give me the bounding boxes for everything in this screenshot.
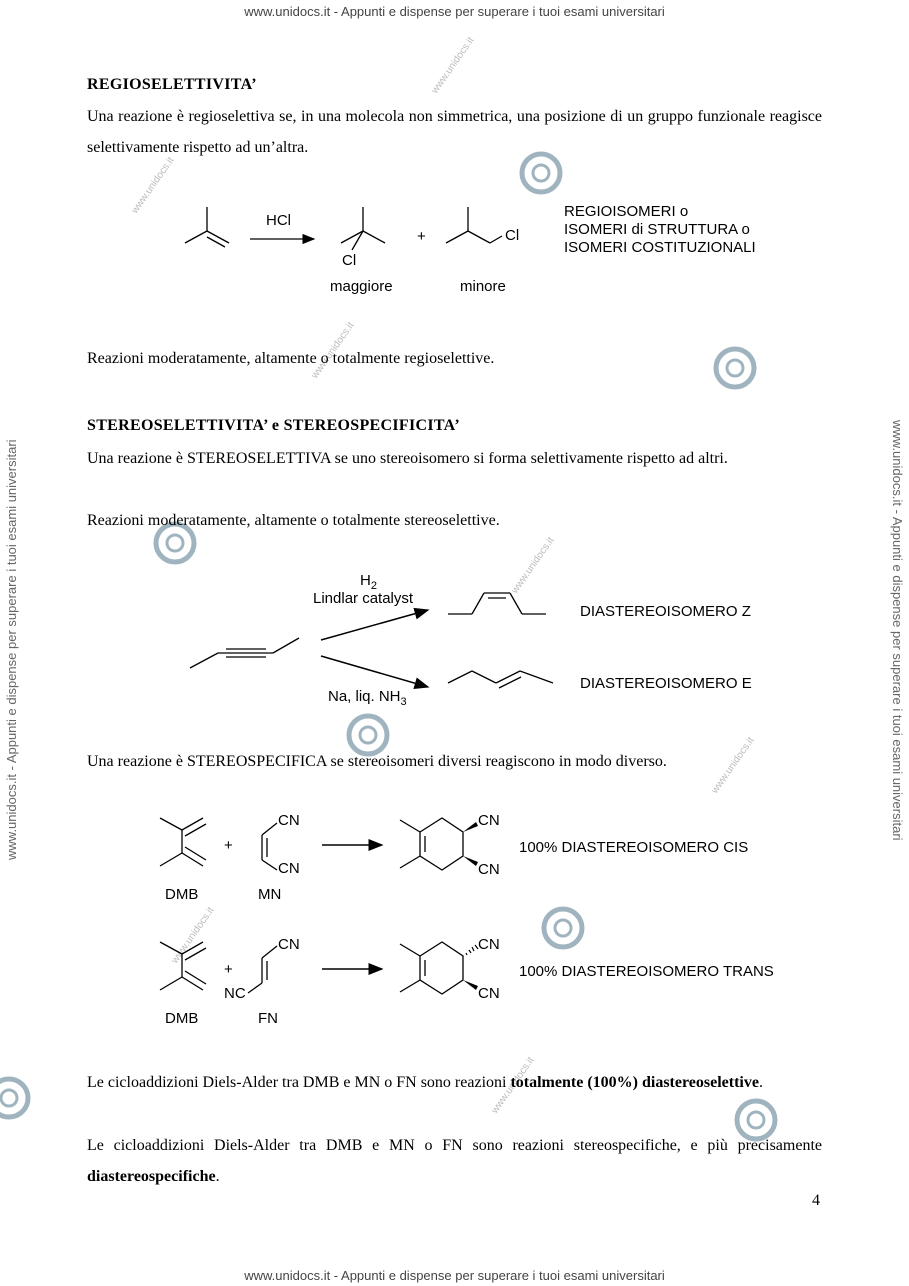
paragraph-regioselettivita: Una reazione è regioselettiva se, in una molecola non simmetrica, una posizione di un gruppo funzionale reagisce selettivamente rispetto ad un’altra. bbox=[87, 108, 822, 156]
conclusion-1-end: . bbox=[758, 1074, 763, 1091]
cn-label: CN bbox=[478, 861, 500, 878]
label-fn: FN bbox=[258, 1010, 278, 1027]
reagent-hcl: HCl bbox=[266, 212, 291, 229]
paragraph-stereoselettiva: Una reazione è STEREOSELETTIVA se uno stereoisomero si forma selettivamente rispetto ad altri. bbox=[87, 450, 728, 467]
cn-label: CN bbox=[478, 812, 500, 829]
label-mn: MN bbox=[258, 886, 282, 903]
cl-label-major: Cl bbox=[342, 252, 357, 269]
label-minore: minore bbox=[460, 278, 506, 295]
cn-label: CN bbox=[478, 936, 500, 953]
page-number: 4 bbox=[812, 1192, 820, 1209]
wedge-bond bbox=[463, 822, 478, 832]
cn-label: CN bbox=[278, 936, 300, 953]
cis-product-structure bbox=[400, 818, 463, 870]
watermark-side-right: www.unidocs.it - Appunti e dispense per superare i tuoi esami universitari bbox=[890, 420, 905, 841]
trans-product-structure bbox=[400, 942, 463, 994]
reagent-lindlar: Lindlar catalyst bbox=[313, 590, 414, 607]
label-dmb: DMB bbox=[165, 886, 199, 903]
plus-sign: + bbox=[417, 228, 426, 245]
watermark-side-left: www.unidocs.it - Appunti e dispense per superare i tuoi esami universitari bbox=[4, 439, 19, 860]
watermark-diagonal: www.unidocs.it bbox=[509, 535, 557, 596]
watermark-diagonal: www.unidocs.it bbox=[429, 35, 477, 96]
watermark-diagonal: www.unidocs.it bbox=[309, 320, 357, 381]
regioisomer-note-line3: ISOMERI COSTITUZIONALI bbox=[564, 239, 756, 256]
wedge-bond bbox=[463, 980, 478, 990]
paragraph-regio-closing: Reazioni moderatamente, altamente o totalmente regioselettive. bbox=[87, 350, 495, 367]
section-heading-regioselettivita: REGIOSELETTIVITA’ bbox=[87, 76, 257, 93]
hashed-bond bbox=[466, 945, 478, 955]
label-maggiore: maggiore bbox=[330, 278, 393, 295]
cn-label: CN bbox=[478, 985, 500, 1002]
paragraph-conclusion-2 bbox=[87, 1130, 822, 1192]
watermark-diagonal: www.unidocs.it bbox=[709, 735, 757, 796]
watermark-top: www.unidocs.it - Appunti e dispense per superare i tuoi esami universitari bbox=[244, 4, 665, 19]
paragraph-stereospecifica: Una reazione è STEREOSPECIFICA se stereoisomeri diversi reagiscono in modo diverso. bbox=[87, 753, 667, 770]
conclusion-2-end: . bbox=[215, 1168, 220, 1185]
watermark-diagonal: www.unidocs.it bbox=[129, 155, 177, 216]
watermark-bottom: www.unidocs.it - Appunti e dispense per superare i tuoi esami universitari bbox=[244, 1268, 665, 1283]
plus-sign-row1: + bbox=[224, 837, 233, 854]
conclusion-2-text: Le cicloaddizioni Diels-Alder tra DMB e MN o FN sono reazioni stereospecifiche, e più precisamente bbox=[87, 1137, 822, 1154]
cn-label: CN bbox=[278, 860, 300, 877]
conclusion-1-text: Le cicloaddizioni Diels-Alder tra DMB e MN o FN sono reazioni bbox=[87, 1074, 511, 1091]
watermark-diagonal: www.unidocs.it bbox=[489, 1055, 537, 1116]
label-dmb: DMB bbox=[165, 1010, 199, 1027]
regioisomer-note-line2: ISOMERI di STRUTTURA o bbox=[564, 221, 750, 238]
cl-label-minor: Cl bbox=[505, 227, 520, 244]
nc-label: NC bbox=[224, 985, 246, 1002]
regioisomer-note-line1: REGIOISOMERI o bbox=[564, 203, 689, 220]
reagent-na-nh3: Na, liq. $NH_3$ bbox=[328, 688, 407, 708]
wedge-bond bbox=[463, 856, 478, 866]
product-label-e: DIASTEREOISOMERO E bbox=[580, 675, 752, 692]
paragraph-stereo-degree: Reazioni moderatamente, altamente o totalmente stereoselettive. bbox=[87, 512, 500, 529]
conclusion-1-bold: totalmente (100%) bbox=[510, 1074, 638, 1091]
result-cis: 100% DIASTEREOISOMERO CIS bbox=[519, 839, 749, 856]
reagent-h2: $H_2$ bbox=[360, 572, 377, 592]
plus-sign-row2: + bbox=[224, 961, 233, 978]
dmb-structure bbox=[160, 818, 206, 866]
watermark-diagonal: www.unidocs.it bbox=[169, 905, 217, 966]
dmb-structure bbox=[160, 942, 206, 990]
conclusion-2-bold: diastereospecifiche bbox=[87, 1168, 216, 1185]
conclusion-1-bold-term: diastereoselettive bbox=[641, 1074, 759, 1091]
cn-label: CN bbox=[278, 812, 300, 829]
result-trans: 100% DIASTEREOISOMERO TRANS bbox=[519, 963, 774, 980]
fumaronitrile-structure bbox=[248, 946, 277, 993]
paragraph-conclusion-1 bbox=[87, 1067, 822, 1098]
section-heading-stereo: STEREOSELETTIVITA’ e STEREOSPECIFICITA’ bbox=[87, 417, 460, 434]
product-label-z: DIASTEREOISOMERO Z bbox=[580, 603, 751, 620]
maleonitrile-structure bbox=[262, 823, 277, 870]
